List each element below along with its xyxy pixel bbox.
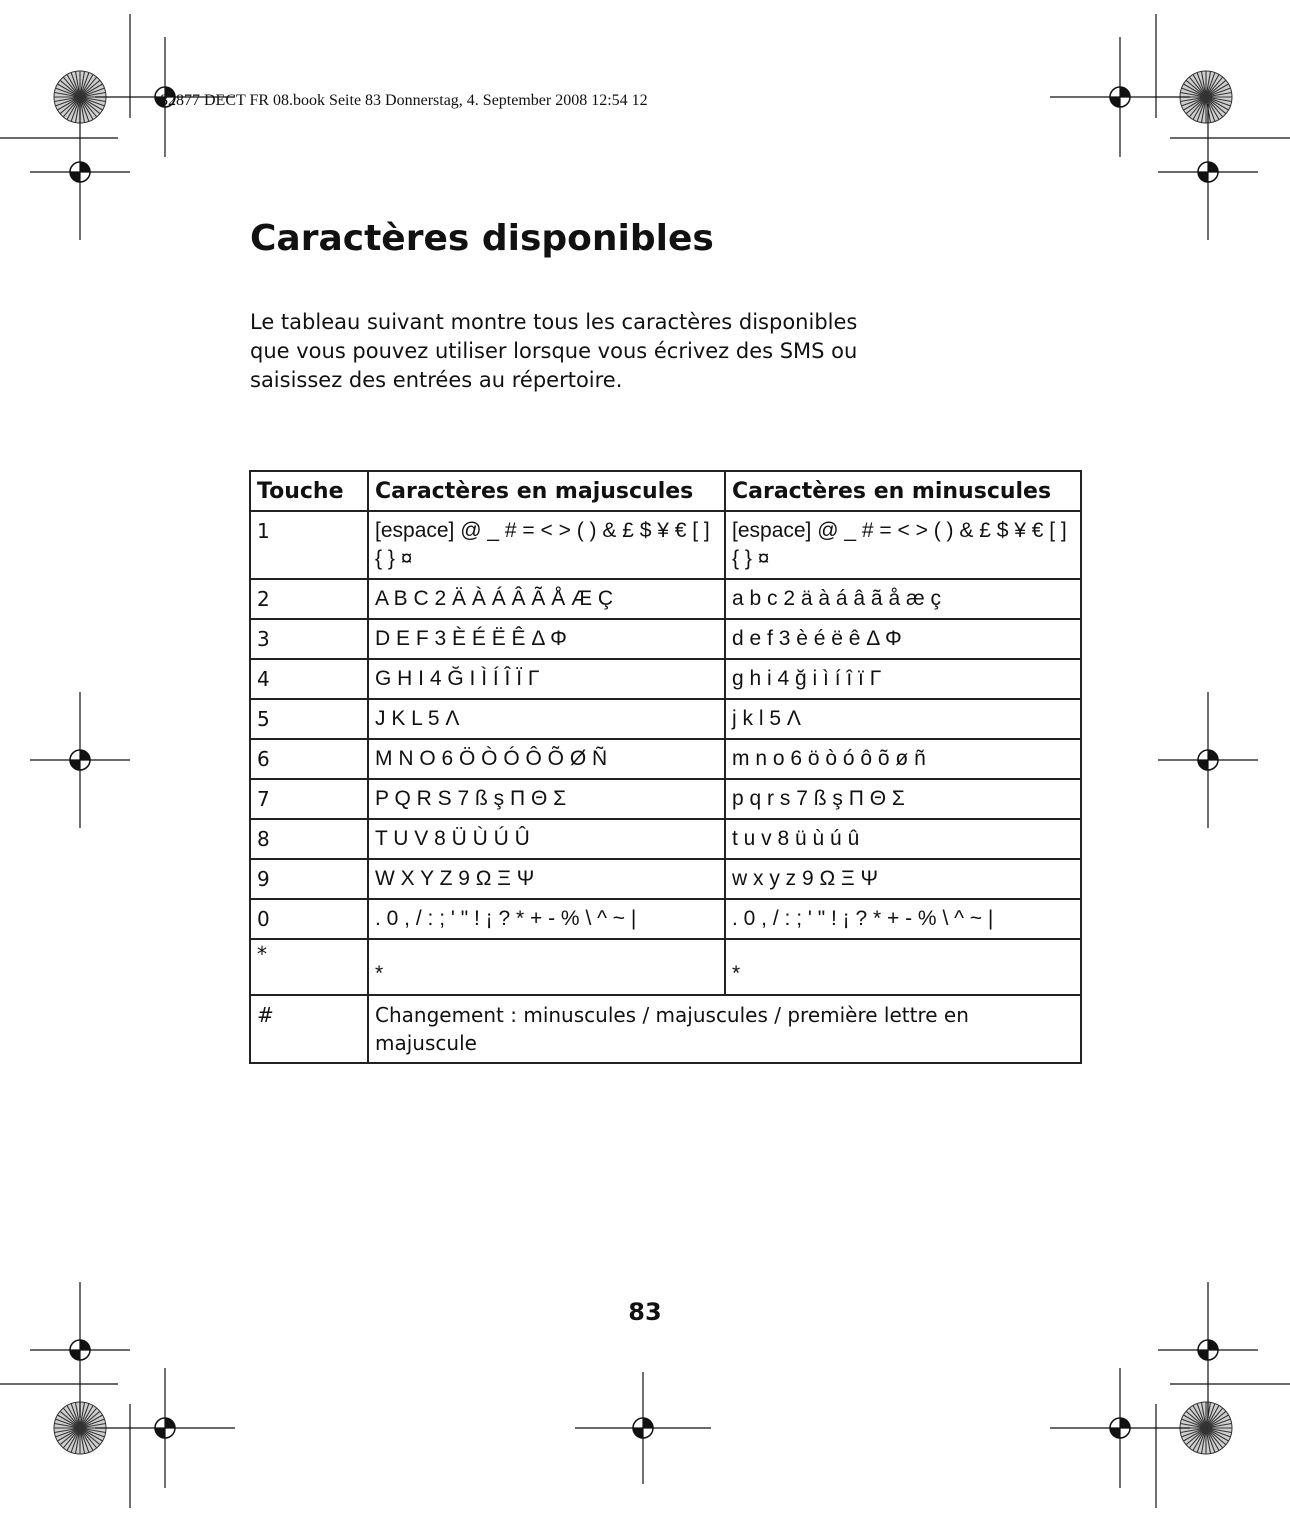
uppercase-cell: M N O 6 Ö Ò Ó Ô Õ Ø Ñ [368, 739, 725, 779]
crosshair-mark [1158, 692, 1258, 828]
crosshair-mark [1050, 37, 1190, 157]
lowercase-cell: t u v 8 ü ù ú û [725, 819, 1081, 859]
key-cell: 8 [250, 819, 368, 859]
key-cell: 5 [250, 699, 368, 739]
lowercase-cell: g h i 4 ğ i ì í î ï Γ [725, 659, 1081, 699]
crosshair-mark [30, 104, 130, 240]
table-row [250, 739, 1081, 779]
table-row [250, 995, 1081, 1063]
uppercase-cell: [espace] @ _ # = < > ( ) & £ $ ¥ € [ ] { } ¤ [368, 511, 725, 579]
uppercase-cell: W X Y Z 9 Ω Ξ Ψ [368, 859, 725, 899]
table-row [250, 859, 1081, 899]
table-row [250, 819, 1081, 859]
key-cell: 3 [250, 619, 368, 659]
column-header-lowercase: Caractères en minuscules [725, 471, 1081, 511]
table-row [250, 779, 1081, 819]
table-row [250, 939, 1081, 995]
table-header-row [250, 471, 1081, 511]
uppercase-cell: P Q R S 7 ß ş Π Θ Σ [368, 779, 725, 819]
table-row [250, 659, 1081, 699]
lowercase-cell: . 0 , / : ; ' " ! ¡ ? * + - % \ ^ ~ | [725, 899, 1081, 939]
intro-paragraph [250, 308, 890, 395]
table-row [250, 579, 1081, 619]
key-cell: # [250, 995, 368, 1063]
column-header-uppercase: Caractères en majuscules [368, 471, 725, 511]
uppercase-cell: A B C 2 Ä À Á Â Ã Å Æ Ç [368, 579, 725, 619]
lowercase-cell: j k l 5 Λ [725, 699, 1081, 739]
lowercase-cell: [espace] @ _ # = < > ( ) & £ $ ¥ € [ ] { } ¤ [725, 511, 1081, 579]
table-row [250, 511, 1081, 579]
key-cell: 0 [250, 899, 368, 939]
key-cell: 1 [250, 511, 368, 579]
column-header-key: Touche [250, 471, 368, 511]
crosshair-mark [30, 692, 130, 828]
page-number: 83 [628, 1298, 662, 1326]
key-cell: * [250, 939, 368, 995]
lowercase-cell: p q r s 7 ß ş Π Θ Σ [725, 779, 1081, 819]
key-cell: 2 [250, 579, 368, 619]
uppercase-cell: J K L 5 Λ [368, 699, 725, 739]
lowercase-cell: a b c 2 ä à á â ã å æ ç [725, 579, 1081, 619]
lowercase-cell: * [725, 939, 1081, 995]
lowercase-cell: w x y z 9 Ω Ξ Ψ [725, 859, 1081, 899]
crosshair-mark [575, 1372, 711, 1484]
lowercase-cell: d e f 3 è é ë ê Δ Φ [725, 619, 1081, 659]
table-row [250, 699, 1081, 739]
intro-line: saisissez des entrées au répertoire. [250, 368, 623, 392]
table-row [250, 619, 1081, 659]
key-cell: 9 [250, 859, 368, 899]
crosshair-mark [1050, 1368, 1190, 1488]
intro-line: que vous pouvez utiliser lorsque vous écrivez des SMS ou [250, 339, 858, 363]
crosshair-mark [95, 1368, 235, 1488]
table-row [250, 899, 1081, 939]
uppercase-cell: * [368, 939, 725, 995]
uppercase-cell: T U V 8 Ü Ù Ú Û [368, 819, 725, 859]
file-info-header: 82877 DECT FR 08.book Seite 83 Donnerstag, 4. September 2008 12:54 12 [160, 92, 648, 109]
hash-description-cell: Changement : minuscules / majuscules / première lettre en majuscule [368, 995, 1081, 1063]
key-cell: 4 [250, 659, 368, 699]
uppercase-cell: D E F 3 È É Ë Ê Δ Φ [368, 619, 725, 659]
characters-table [249, 470, 1082, 1064]
key-cell: 6 [250, 739, 368, 779]
intro-line: Le tableau suivant montre tous les caractères disponibles [250, 310, 858, 334]
key-cell: 7 [250, 779, 368, 819]
lowercase-cell: m n o 6 ö ò ó ô õ ø ñ [725, 739, 1081, 779]
page-title: Caractères disponibles [250, 218, 714, 259]
crosshair-mark [1158, 104, 1258, 240]
uppercase-cell: G H I 4 Ğ I Ì Í Î Ï Γ [368, 659, 725, 699]
uppercase-cell: . 0 , / : ; ' " ! ¡ ? * + - % \ ^ ~ | [368, 899, 725, 939]
